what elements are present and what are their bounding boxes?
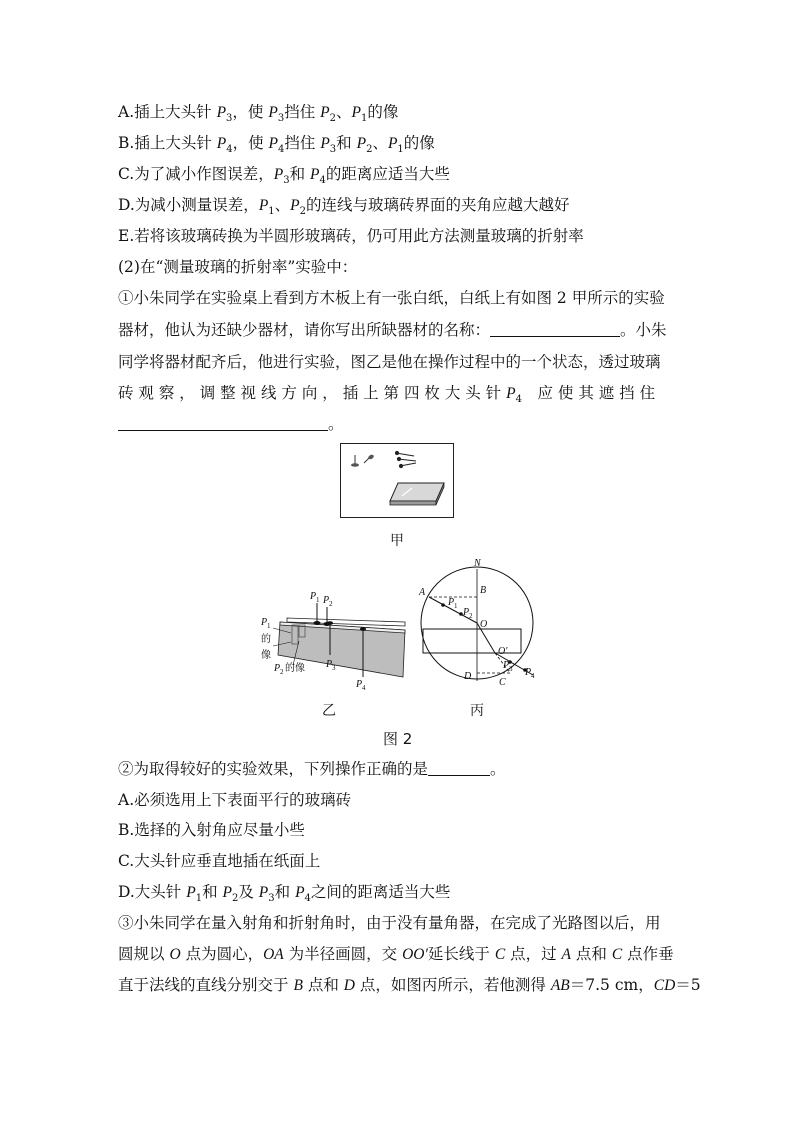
subscript: 3 bbox=[277, 113, 285, 125]
label-p1: P bbox=[448, 597, 455, 608]
subscript: 4 bbox=[515, 394, 522, 406]
q2-2-option-d bbox=[118, 882, 450, 903]
subscript: 1 bbox=[397, 144, 404, 156]
option-a bbox=[118, 102, 398, 123]
subscript: 2 bbox=[299, 206, 307, 218]
text: 、 bbox=[372, 134, 388, 152]
symbol: P bbox=[268, 104, 278, 121]
q2-1-line3: 同学将器材配齐后，他进行实验，图乙是他在操作过程中的一个状态，透过玻璃 bbox=[118, 353, 661, 371]
subscript: 4 bbox=[226, 144, 233, 156]
text: 及 bbox=[238, 883, 259, 901]
label-p1: P bbox=[310, 591, 317, 602]
label-p2-image-rest: 的像 bbox=[285, 663, 305, 674]
symbol: P bbox=[216, 135, 227, 152]
text: 点作垂 bbox=[622, 945, 674, 963]
q2-2-option-b: B.选择的入射角应尽量小些 bbox=[118, 821, 305, 839]
q2-2-option-c: C.大头针应垂直地插在纸面上 bbox=[118, 852, 321, 870]
text: D.大头针 bbox=[118, 883, 187, 901]
label-p2-sub: 2 bbox=[469, 612, 473, 620]
subscript: 2 bbox=[231, 893, 239, 905]
symbol: OA bbox=[263, 946, 284, 963]
symbol: P bbox=[351, 104, 361, 121]
label-p2-sub: 2 bbox=[329, 600, 333, 608]
figure-bing-caption: 丙 bbox=[470, 703, 484, 719]
text: 和 bbox=[202, 883, 223, 901]
symbol: O bbox=[169, 946, 181, 963]
symbol: P bbox=[273, 166, 284, 183]
text: 之间的距离适当大些 bbox=[310, 883, 451, 901]
answer-blank-3[interactable] bbox=[428, 760, 490, 776]
symbol: P bbox=[258, 884, 269, 901]
text: 为半径画圆，交 bbox=[283, 945, 403, 963]
figure-bing bbox=[415, 557, 545, 697]
option-b bbox=[118, 133, 435, 154]
subscript: 3 bbox=[329, 144, 337, 156]
label-p2: P bbox=[463, 607, 470, 618]
label-p3: P bbox=[326, 659, 333, 670]
symbol: P bbox=[320, 135, 330, 152]
q2-3-line2 bbox=[118, 944, 674, 965]
text: ＝5 bbox=[675, 976, 701, 994]
text: B.插上大头针 bbox=[118, 134, 217, 152]
text: 器材，他认为还缺少器材，请你写出所缺器材的名称： bbox=[118, 321, 491, 339]
subscript: 4 bbox=[304, 893, 311, 905]
answer-blank-1[interactable] bbox=[490, 321, 620, 337]
text: 、 bbox=[335, 103, 352, 121]
text: ②为取得较好的实验效果，下列操作正确的是 bbox=[118, 760, 429, 778]
label-p4: P bbox=[525, 667, 532, 678]
figure-jia-caption: 甲 bbox=[390, 533, 404, 549]
text: D.为减小测量误差， bbox=[118, 196, 259, 214]
figure-2-title: 图 2 bbox=[383, 730, 413, 748]
text: ，使 bbox=[232, 134, 269, 152]
q2-1-line4 bbox=[118, 383, 655, 404]
symbol: AB bbox=[550, 977, 570, 994]
symbol: P bbox=[506, 385, 516, 402]
symbol: P bbox=[310, 166, 320, 183]
q2-2-stem bbox=[118, 759, 506, 779]
q2-3-line3 bbox=[118, 975, 701, 996]
label-p2: P bbox=[323, 595, 330, 606]
symbol: P bbox=[320, 104, 330, 121]
subscript: 4 bbox=[319, 175, 326, 187]
text: 的连线与玻璃砖界面的夹角应越大越好 bbox=[306, 196, 570, 214]
symbol: OO′ bbox=[402, 946, 428, 963]
text: C.为了减小作图误差， bbox=[118, 165, 274, 183]
subscript: 1 bbox=[360, 113, 368, 125]
subscript: 3 bbox=[226, 113, 233, 125]
text: A.插上大头针 bbox=[118, 103, 217, 121]
symbol: C bbox=[611, 946, 623, 963]
pin-points bbox=[441, 603, 527, 672]
question-2-title: (2)在“测量玻璃的折射率”实验中： bbox=[118, 258, 358, 276]
option-e: E.若将该玻璃砖换为半圆形玻璃砖，仍可用此方法测量玻璃的折射率 bbox=[118, 227, 584, 245]
label-c: C bbox=[499, 677, 506, 688]
text: 点为圆心， bbox=[180, 945, 264, 963]
symbol: D bbox=[343, 977, 355, 994]
symbol: P bbox=[268, 135, 278, 152]
symbol: CD bbox=[653, 977, 676, 994]
text: 和 bbox=[289, 165, 311, 183]
label-a: A bbox=[419, 587, 426, 598]
label-p4-sub: 4 bbox=[362, 684, 366, 692]
text: 点，如图丙所示，若他测得 bbox=[354, 976, 551, 994]
subscript: 1 bbox=[195, 893, 203, 905]
label-p2-image-sub: 2 bbox=[280, 668, 284, 676]
text: 点和 bbox=[302, 976, 344, 994]
text: 。 bbox=[328, 415, 344, 433]
text: 。小朱 bbox=[620, 321, 667, 339]
option-c bbox=[118, 164, 450, 185]
label-o: O bbox=[480, 619, 488, 630]
symbol: P bbox=[295, 884, 305, 901]
label-p4-sub: 4 bbox=[531, 672, 535, 680]
label-d: D bbox=[464, 671, 472, 682]
label-left-de: 的 bbox=[261, 634, 271, 645]
text: 的像 bbox=[403, 134, 435, 152]
label-p4: P bbox=[356, 679, 363, 690]
subscript: 3 bbox=[268, 893, 275, 905]
label-p1-sub: 1 bbox=[454, 602, 458, 610]
text: 直于法线的直线分别交于 bbox=[118, 976, 294, 994]
text: 的像 bbox=[367, 103, 399, 121]
label-p3-sub: 3 bbox=[509, 665, 513, 673]
label-b: B bbox=[480, 585, 487, 596]
text: 挡住 bbox=[284, 103, 321, 121]
symbol: P bbox=[186, 884, 196, 901]
symbol: P bbox=[258, 197, 269, 214]
label-p3-sub: 3 bbox=[332, 664, 336, 672]
symbol: A bbox=[561, 946, 571, 963]
q2-1-line2 bbox=[118, 320, 667, 340]
label-left-xiang: 像 bbox=[261, 650, 271, 661]
label-left-p1-sub: 1 bbox=[267, 622, 271, 630]
text: 点，过 bbox=[505, 945, 562, 963]
q2-3-line1: ③小朱同学在量入射角和折射角时，由于没有量角器，在完成了光路图以后，用 bbox=[118, 914, 661, 932]
text: 和 bbox=[336, 134, 357, 152]
figure-yi-caption: 乙 bbox=[322, 703, 336, 719]
label-n: N bbox=[474, 558, 481, 569]
text: 圆规以 bbox=[118, 945, 170, 963]
symbol: P bbox=[290, 197, 300, 214]
symbol: C bbox=[494, 946, 506, 963]
subscript: 4 bbox=[278, 144, 285, 156]
symbol: P bbox=[387, 135, 398, 152]
text: 和 bbox=[274, 883, 296, 901]
symbol: P bbox=[216, 104, 227, 121]
text: ，使 bbox=[232, 103, 269, 121]
label-p1-sub: 1 bbox=[316, 596, 320, 604]
subscript: 2 bbox=[366, 144, 373, 156]
symbol: P bbox=[356, 135, 367, 152]
label-o-prime: O′ bbox=[498, 646, 508, 657]
label-p2-image: P bbox=[274, 663, 281, 674]
label-left-p1: P bbox=[261, 617, 268, 628]
option-d bbox=[118, 195, 570, 216]
q2-1-line5 bbox=[118, 414, 344, 434]
subscript: 1 bbox=[268, 206, 275, 218]
label-p3: P bbox=[503, 660, 510, 671]
text: 点和 bbox=[571, 945, 612, 963]
text: 砖 观 察 ， 调 整 视 线 方 向 ， 插 上 第 四 枚 大 头 针 bbox=[118, 384, 507, 402]
symbol: B bbox=[293, 977, 303, 994]
text: 应 使 其 遮 挡 住 bbox=[521, 384, 656, 402]
text: 。 bbox=[490, 760, 506, 778]
text: 、 bbox=[274, 196, 291, 214]
figure-jia bbox=[340, 443, 455, 519]
figure-yi bbox=[255, 585, 415, 700]
subscript: 3 bbox=[283, 175, 290, 187]
text: 挡住 bbox=[284, 134, 321, 152]
glass-brick-icon bbox=[390, 483, 444, 505]
q2-1-line1: ①小朱同学在实验桌上看到方木板上有一张白纸，白纸上有如图 2 甲所示的实验 bbox=[118, 289, 665, 307]
symbol: P bbox=[222, 884, 232, 901]
subscript: 2 bbox=[329, 113, 336, 125]
q2-2-option-a: A.必须选用上下表面平行的玻璃砖 bbox=[118, 791, 352, 809]
text: ＝7.5 cm， bbox=[569, 976, 654, 994]
answer-blank-2[interactable] bbox=[118, 415, 328, 431]
text: 的距离应适当大些 bbox=[325, 165, 450, 183]
text: 延长线于 bbox=[427, 945, 495, 963]
